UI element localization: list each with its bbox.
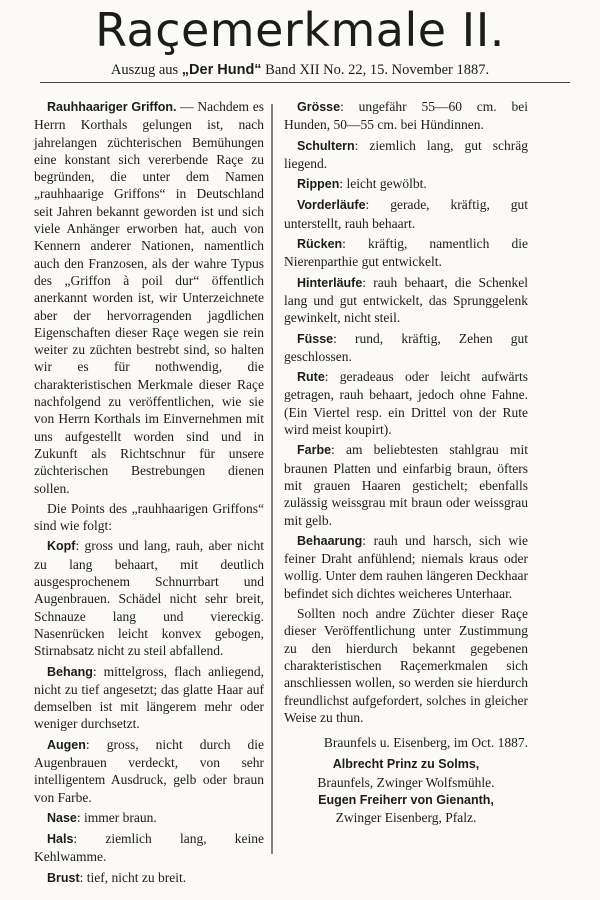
right-item bbox=[284, 175, 528, 193]
subtitle-suffix: Band XII No. 22, 15. November 1887. bbox=[261, 62, 490, 78]
right-column bbox=[284, 98, 528, 827]
right-item-heading: Rippen bbox=[297, 177, 340, 192]
subtitle bbox=[0, 60, 600, 80]
right-item-heading: Rute bbox=[297, 370, 325, 385]
subtitle-prefix: Auszug aus bbox=[110, 62, 182, 78]
right-item-heading: Rücken bbox=[297, 237, 343, 252]
signature-title: Prinz zu Solms, bbox=[383, 757, 480, 772]
right-item-heading: Behaarung bbox=[297, 533, 363, 548]
right-item-text: : am beliebtesten stahlgrau mit braunen Platten und einfarbig braun, öfters mit grauen Haaren gestichelt; ebenfalls zulässig weissgrau mit braun oder weissgrau mit gelb. bbox=[284, 442, 528, 528]
subtitle-source: „Der Hund“ bbox=[181, 62, 262, 78]
signatures bbox=[284, 755, 528, 826]
right-item-text: : geradeaus oder leicht aufwärts getragen, rauh behaart, jedoch ohne Fahne. (Ein Viertel resp. ein Drittel von der Rute wird meist koupirt). bbox=[284, 369, 528, 438]
right-item bbox=[284, 330, 528, 366]
header-rule bbox=[40, 82, 570, 83]
right-item bbox=[284, 532, 528, 602]
left-item-heading: Hals bbox=[47, 832, 74, 847]
left-item bbox=[34, 869, 264, 887]
right-item-heading: Füsse bbox=[297, 331, 334, 346]
right-item-text: : kräftig, namentlich die Nierenparthie gut entwickelt. bbox=[284, 236, 528, 270]
left-item bbox=[34, 830, 264, 866]
left-item-text: : gross, nicht durch die Augenbrauen verdeckt, von sehr intelligentem Ausdruck, gelb oder braun von Farbe. bbox=[34, 736, 264, 805]
left-item-heading: Augen bbox=[47, 737, 86, 752]
right-item bbox=[284, 98, 528, 134]
right-item-text: : gerade, kräftig, gut unterstellt, rauh behaart. bbox=[284, 197, 528, 231]
signature-first-name: Eugen bbox=[318, 792, 357, 807]
right-item-heading: Vorderläufe bbox=[297, 198, 366, 213]
right-item-text: : rund, kräftig, Zehen gut geschlossen. bbox=[284, 330, 528, 364]
right-item bbox=[284, 368, 528, 438]
intro-paragraph bbox=[34, 98, 264, 497]
right-item bbox=[284, 441, 528, 528]
right-item-text: : rauh behaart, die Schenkel lang und gut entwickelt, das Sprunggelenk gewinkelt, nicht steil. bbox=[284, 274, 528, 326]
intro-text: — Nachdem es Herrn Korthals gelungen ist, nach jahrelangen züchterischen Bemühungen eine konstant sich vererbende Raçe zu begründen, die unter dem Namen „rauhhaarige Griffons“ in Deutschland seit Jahren bekannt geworden ist und sich viele Anhänger erworben hat, auch von Kennern anderer Nationen, namentlich auch den Franzosen, als der wahre Typus des „Griffon à poil dur“ öffentlich anerkannt worden ist, wir Unterzeichnete aber der hervorragenden jagdlichen Eigenschaften dieser Raçe wegen sie rein weiter zu züchten bestrebt sind, so halten wir es für nothwendig, die charakteristischen Merkmale dieser Raçe nachfolgend zu veröffentlichen, wie sie von Herrn Korthals im Einvernehmen mit uns aufgestellt worden sind und in Zukunft als Richtschnur für unsere züchterischen Bestrebungen dienen sollen. bbox=[34, 99, 264, 496]
right-item-text: : rauh und harsch, sich wie feiner Draht anfühlend; niemals kraus oder wollig. Unter dem rauhen längeren Deckhaar befindet sich dichtes weicheres Unterhaar. bbox=[284, 532, 528, 601]
signature-place: Zwinger Eisenberg, Pfalz. bbox=[335, 810, 477, 826]
column-divider bbox=[270, 104, 274, 854]
right-item bbox=[284, 137, 528, 173]
left-item bbox=[34, 736, 264, 806]
right-item bbox=[284, 196, 528, 232]
right-item-heading: Grösse bbox=[297, 100, 341, 114]
signature-place: Braunfels, Zwinger Wolfsmühle. bbox=[317, 774, 495, 790]
right-item-text: : ziemlich lang, gut schräg liegend. bbox=[284, 137, 528, 171]
left-item bbox=[34, 809, 264, 827]
right-item-text: : leicht gewölbt. bbox=[339, 176, 427, 192]
signature-name bbox=[284, 791, 528, 809]
right-item-text: : ungefähr 55—60 cm. bei Hunden, 50—55 cm. bei Hündinnen. bbox=[284, 99, 528, 133]
left-item-heading: Kopf bbox=[47, 539, 76, 554]
signature-title: Freiherr von Gienanth, bbox=[356, 792, 494, 807]
left-item-heading: Nase bbox=[47, 810, 77, 825]
left-item-text: : gross und lang, rauh, aber nicht zu lang behaart, mit deutlich ausgesprochenem Schnurrbart und Augenbrauen. Schädel nicht sehr breit, Schnauze lang und viereckig. Nasenrücken leicht konvex gebogen, Stirnabsatz nicht zu steil abfallend. bbox=[34, 538, 264, 659]
right-item-heading: Schultern bbox=[297, 138, 355, 153]
left-items bbox=[34, 537, 264, 887]
signature-name bbox=[284, 755, 528, 773]
left-column bbox=[34, 98, 264, 890]
right-item bbox=[284, 274, 528, 327]
left-item-text: : mittelgross, flach anliegend, nicht zu tief angesetzt; das glatte Haar auf demselben ist mit längerem mehr oder weniger durchsetzt. bbox=[34, 663, 264, 732]
closing-paragraph: Sollten noch andre Züchter dieser Raçe dieser Veröffentlichung unter Zustimmung zu den hierdurch bekannt gegebenen charakteristischen Raçemerkmalen sich anschliessen wollen, so werden sie hierdurch freundlichst aufgefordert, solches in gleicher Weise zu thun. bbox=[284, 606, 528, 725]
right-item bbox=[284, 235, 528, 271]
left-item-heading: Brust bbox=[47, 870, 80, 885]
left-item bbox=[34, 663, 264, 733]
signature-first-name: Albrecht bbox=[332, 757, 384, 772]
right-item-heading: Hinterläufe bbox=[297, 275, 363, 290]
right-item-heading: Farbe bbox=[297, 443, 332, 458]
intro-heading: Rauhhaariger Griffon. bbox=[47, 100, 177, 114]
points-intro: Die Points des „rauhhaarigen Griffons“ sind wie folgt: bbox=[34, 500, 264, 534]
left-item-text: : tief, nicht zu breit. bbox=[79, 869, 187, 885]
page-title: Raçemerkmale II. bbox=[95, 3, 505, 57]
right-items bbox=[284, 98, 528, 602]
left-item-heading: Behang bbox=[47, 664, 93, 679]
left-item bbox=[34, 537, 264, 659]
left-item-text: : ziemlich lang, keine Kehlwamme. bbox=[34, 831, 264, 865]
left-item-text: : immer braun. bbox=[76, 809, 157, 825]
place-date: Braunfels u. Eisenberg, im Oct. 1887. bbox=[323, 735, 528, 751]
